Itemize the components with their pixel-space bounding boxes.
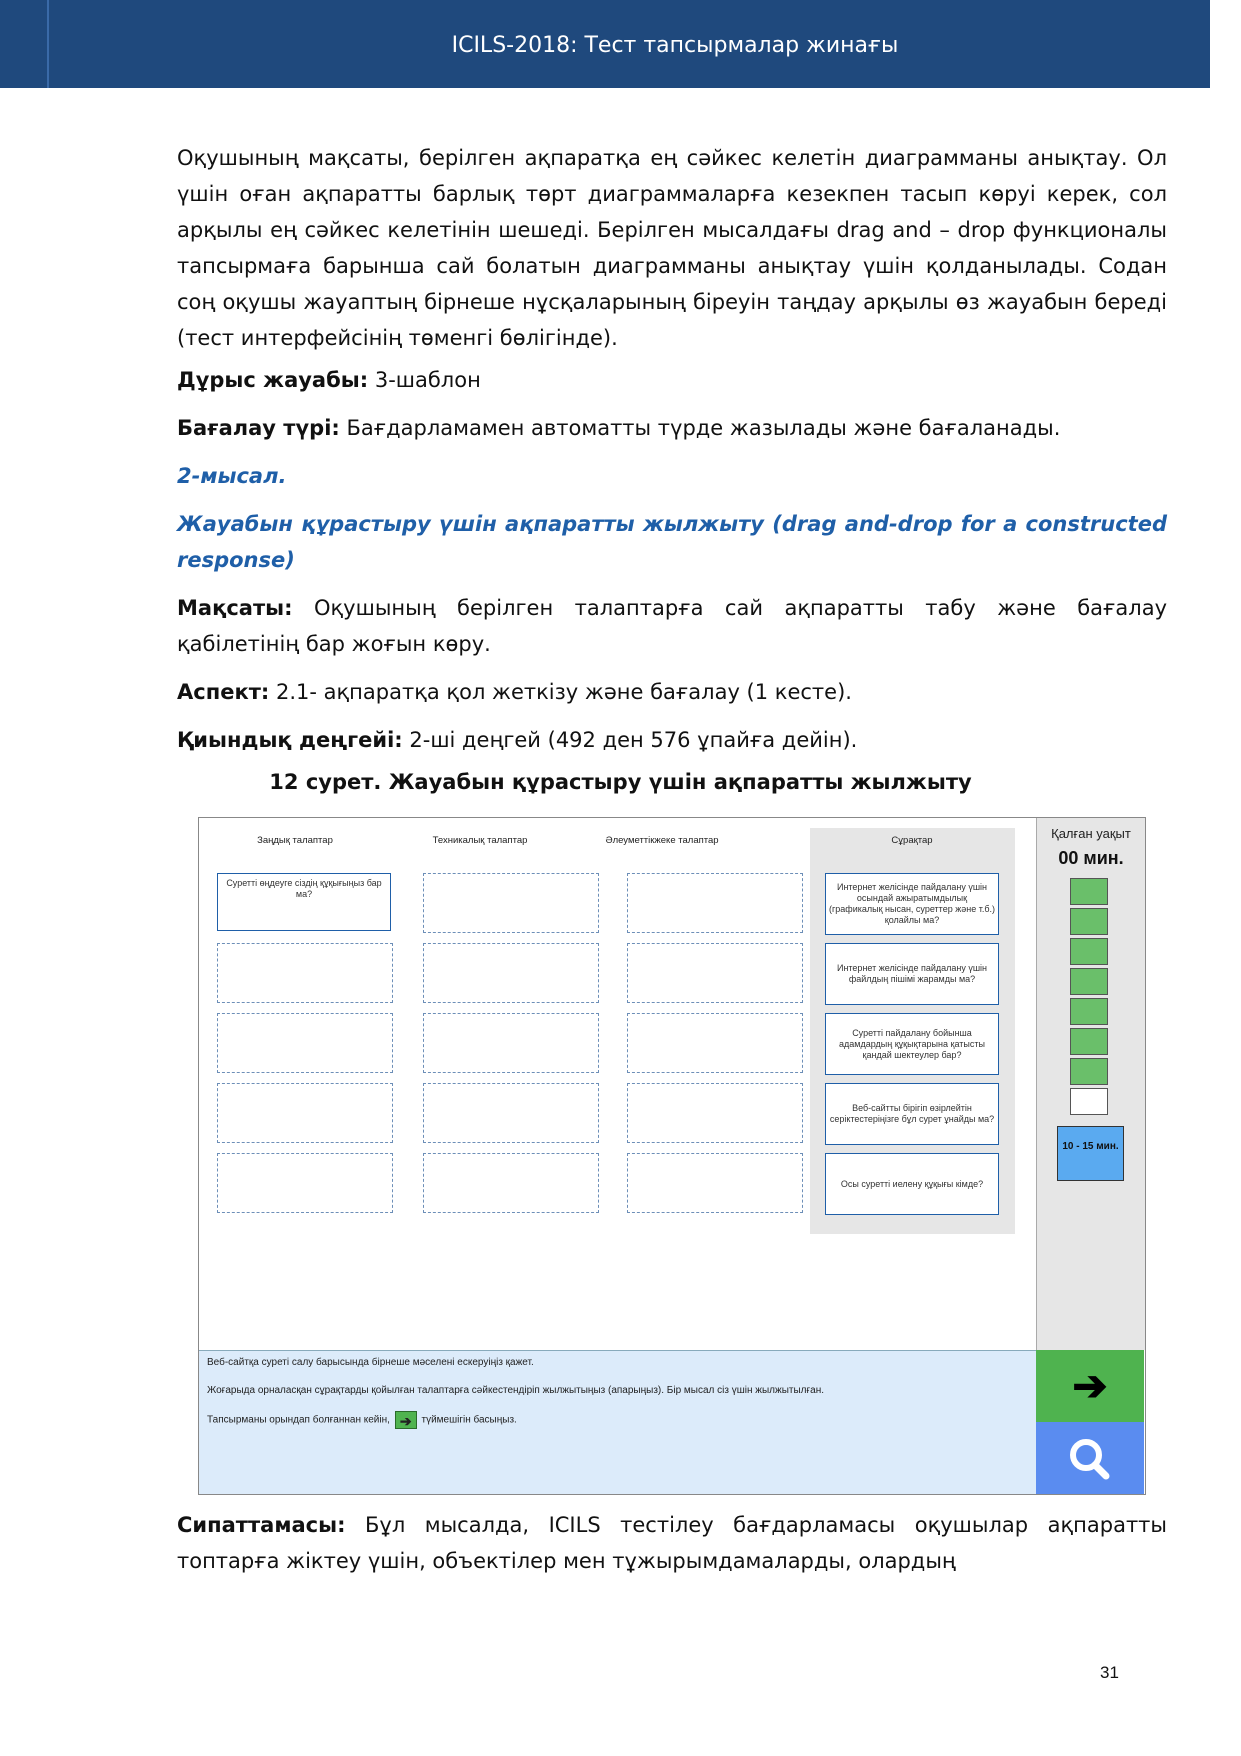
goal-value: Оқушының берілген талаптарға сай ақпаратты табу және бағалау қабілетінің бар жоғын көру. <box>177 596 1167 656</box>
timer-value: 00 мин. <box>1058 848 1124 868</box>
aspect <box>177 674 1167 710</box>
drop-slot[interactable] <box>627 1013 803 1073</box>
arrow-right-icon: ➔ <box>1072 1362 1108 1409</box>
correct-answer <box>177 362 1167 398</box>
column-header-questions: Сұрақтар <box>891 835 933 846</box>
assessment-type <box>177 410 1167 446</box>
page-number: 31 <box>1100 1663 1119 1682</box>
timer-segment <box>1070 938 1108 965</box>
instruction-line-3 <box>207 1411 517 1429</box>
goal <box>177 590 1167 662</box>
drop-slot[interactable] <box>217 1013 393 1073</box>
instructions-panel <box>199 1350 1036 1495</box>
timer-segment <box>1070 908 1108 935</box>
drop-slot[interactable] <box>627 1083 803 1143</box>
drop-slot[interactable] <box>217 1153 393 1213</box>
timer-segment <box>1070 998 1108 1025</box>
arrow-right-icon: ➔ <box>395 1411 417 1429</box>
description-value: Бұл мысалда, ICILS тестілеу бағдарламасы оқушылар ақпаратты топтарға жіктеу үшін, объектілер мен тұжырымдамаларды, олардың <box>177 1513 1167 1573</box>
description-label: Сипаттамасы: <box>177 1513 346 1537</box>
description <box>177 1507 1167 1579</box>
page-header <box>0 0 1210 88</box>
drop-slot[interactable] <box>217 1083 393 1143</box>
difficulty <box>177 722 1167 758</box>
column-header-technical: Техникалық талаптар <box>432 835 528 846</box>
drop-slot[interactable] <box>627 1153 803 1213</box>
goal-label: Мақсаты: <box>177 596 293 620</box>
instruction-text: түймешігін басыңыз. <box>421 1414 517 1426</box>
assess-label: Бағалау түрі: <box>177 416 340 440</box>
instruction-line: Жоғарыда орналасқан сұрақтарды қойылған талаптарға сәйкестендіріп жылжытыңыз (апарыңыз). Бір мысал сіз үшін жылжытылған. <box>207 1385 824 1396</box>
intro-paragraph <box>177 140 1167 356</box>
question-card[interactable]: Веб-сайтты бірігіп өзірлейтін серіктестеріңізге бұл сурет ұнайды ма? <box>825 1083 999 1145</box>
timer-panel <box>1036 818 1145 1350</box>
instruction-line: Веб-сайтқа суреті салу барысында бірнеше мәселені ескеруіңіз қажет. <box>207 1357 534 1368</box>
timer-segment <box>1070 1088 1108 1115</box>
example-title: 2-мысал. <box>177 464 287 488</box>
example-subtitle: Жауабын құрастыру үшін ақпаратты жылжыту (drag and-drop for a constructed response) <box>177 512 1167 572</box>
timer-label: Қалған уақыт <box>1051 826 1131 841</box>
drop-slot[interactable] <box>423 1013 599 1073</box>
figure-caption: 12 сурет. Жауабын құрастыру үшін ақпаратты жылжыту <box>269 770 972 794</box>
question-card[interactable]: Осы суретті иелену құқығы кімде? <box>825 1153 999 1215</box>
drop-slot[interactable] <box>423 1153 599 1213</box>
drop-slot[interactable] <box>217 943 393 1003</box>
header-title: ICILS-2018: Тест тапсырмалар жинағы <box>451 33 899 58</box>
test-screenshot <box>198 817 1146 1495</box>
timer-segment <box>1070 968 1108 995</box>
intro-text: Оқушының мақсаты, берілген ақпаратқа ең сәйкес келетін диаграмманы анықтау. Ол үшін оған ақпаратты барлық төрт диаграммаларға кезекпен тасып көруі керек, сол арқылы ең сәйкес келетінін шешеді. Берілген мысалдағы drag and – drop функционалы тапсырмаға барынша сай болатын диаграмманы анықтау үшін қолданылады. Содан соң оқушы жауаптың бірнеше нұсқаларының біреуін таңдау арқылы өз жауабын береді (тест интерфейсінің төменгі бөлігінде). <box>177 146 1167 350</box>
correct-label: Дұрыс жауабы: <box>177 368 369 392</box>
column-header-social: Әлеуметтікжеке талаптар <box>605 835 719 846</box>
next-button[interactable] <box>1036 1350 1144 1422</box>
timer-segment <box>1070 1058 1108 1085</box>
placed-card[interactable]: Суретті өңдеуге сіздің құқығыңыз бар ма? <box>217 873 391 931</box>
drop-slot[interactable] <box>423 1083 599 1143</box>
question-card[interactable]: Интернет желісінде пайдалану үшін осындай ажыратымдылық (графикалық нысан, суреттер және т.б.) қолайлы ма? <box>825 873 999 935</box>
drop-slot[interactable] <box>423 873 599 933</box>
drop-slot[interactable] <box>423 943 599 1003</box>
question-card[interactable]: Суретті пайдалану бойынша адамдардың құқықтарына қатысты қандай шектеулер бар? <box>825 1013 999 1075</box>
column-header-legal: Заңдық талаптар <box>257 835 333 846</box>
search-button[interactable] <box>1036 1422 1144 1494</box>
instruction-text: Тапсырманы орындап болғаннан кейін, <box>207 1414 390 1426</box>
drop-slot[interactable] <box>627 873 803 933</box>
correct-value: 3-шаблон <box>368 368 481 392</box>
question-card[interactable]: Интернет желісінде пайдалану үшін файлдың пішімі жарамды ма? <box>825 943 999 1005</box>
aspect-value: 2.1- ақпаратқа қол жеткізу және бағалау (1 кесте). <box>269 680 852 704</box>
timer-segment <box>1070 1028 1108 1055</box>
difficulty-label: Қиындық деңгейі: <box>177 728 403 752</box>
search-icon <box>1036 1422 1144 1494</box>
timer-segment <box>1070 878 1108 905</box>
difficulty-value: 2-ші деңгей (492 ден 576 ұпайға дейін). <box>402 728 858 752</box>
drop-slot[interactable] <box>627 943 803 1003</box>
aspect-label: Аспект: <box>177 680 270 704</box>
assess-value: Бағдарламамен автоматты түрде жазылады және бағаланады. <box>339 416 1061 440</box>
time-range-box: 10 - 15 мин. <box>1057 1126 1124 1181</box>
